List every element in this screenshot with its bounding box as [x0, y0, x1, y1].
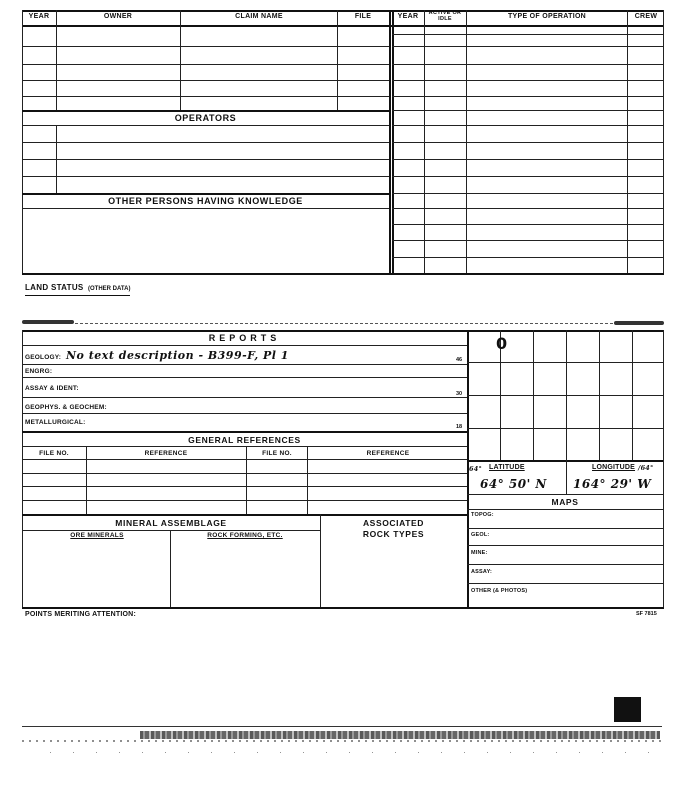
longitude-value: 164° 29' W: [573, 477, 652, 491]
rock-types-label: ROCK TYPES: [362, 529, 425, 539]
longitude-suffix: /64°: [638, 464, 654, 472]
metallurgical-page-num: 18: [456, 424, 463, 430]
refs-col-file-no-1: FILE NO.: [39, 450, 69, 457]
land-status-subtext: (OTHER DATA): [88, 286, 131, 292]
refs-col-file-no-2: FILE NO.: [262, 450, 292, 457]
ops-col-type-of-operation: TYPE OF OPERATION: [507, 13, 587, 20]
maps-topog-label: TOPOG:: [471, 512, 494, 518]
claims-col-owner: OWNER: [103, 13, 133, 20]
general-references-heading: GENERAL REFERENCES: [188, 435, 301, 445]
ore-minerals-label: ORE MINERALS: [70, 532, 124, 539]
form-number: SF 7815: [636, 611, 657, 617]
longitude-label: LONGITUDE: [592, 464, 636, 471]
claims-col-file: FILE: [354, 13, 372, 20]
claims-col-claim-name: CLAIM NAME: [235, 13, 283, 20]
land-status-label: [25, 277, 130, 296]
ops-col-year: YEAR: [397, 13, 419, 20]
points-meriting-attention-label: POINTS MERITING ATTENTION:: [25, 611, 136, 618]
ops-col-crew: CREW: [634, 13, 658, 20]
geology-label: GEOLOGY:: [25, 354, 62, 361]
latitude-label: LATITUDE: [489, 464, 525, 471]
maps-other-label: OTHER (& PHOTOS): [471, 588, 528, 594]
maps-geol-label: GEOL:: [471, 532, 490, 538]
refs-col-reference-1: REFERENCE: [144, 450, 188, 457]
ops-col-active-idle: ACTIVE OR IDLE: [428, 10, 462, 22]
latitude-value: 64° 50' N: [480, 477, 547, 491]
geology-page-num: 46: [456, 357, 463, 363]
grid-location-mark: 0: [496, 334, 508, 353]
refs-col-reference-2: REFERENCE: [366, 450, 410, 457]
claims-col-year: YEAR: [28, 13, 50, 20]
latitude-prefix: 64°: [469, 465, 482, 473]
engrg-label: ENGRG:: [25, 368, 53, 375]
associated-label: ASSOCIATED: [362, 518, 425, 528]
operators-heading: OPERATORS: [174, 113, 237, 123]
assay-ident-label: ASSAY & IDENT:: [25, 385, 79, 392]
assay-page-num: 30: [456, 391, 463, 397]
other-persons-heading: OTHER PERSONS HAVING KNOWLEDGE: [108, 196, 303, 206]
land-status-text: LAND STATUS: [25, 283, 84, 292]
mineral-assemblage-heading: MINERAL ASSEMBLAGE: [115, 518, 227, 528]
maps-heading: MAPS: [551, 497, 579, 507]
geophys-geochem-label: GEOPHYS. & GEOCHEM:: [25, 404, 107, 411]
maps-assay-label: ASSAY:: [471, 569, 493, 575]
rock-forming-label: ROCK FORMING, ETC.: [207, 532, 283, 539]
geology-value: No text description - B399-F, Pl 1: [66, 349, 289, 362]
maps-mine-label: MINE:: [471, 550, 488, 556]
metallurgical-label: METALLURGICAL:: [25, 419, 86, 426]
reports-heading: REPORTS: [208, 333, 281, 343]
